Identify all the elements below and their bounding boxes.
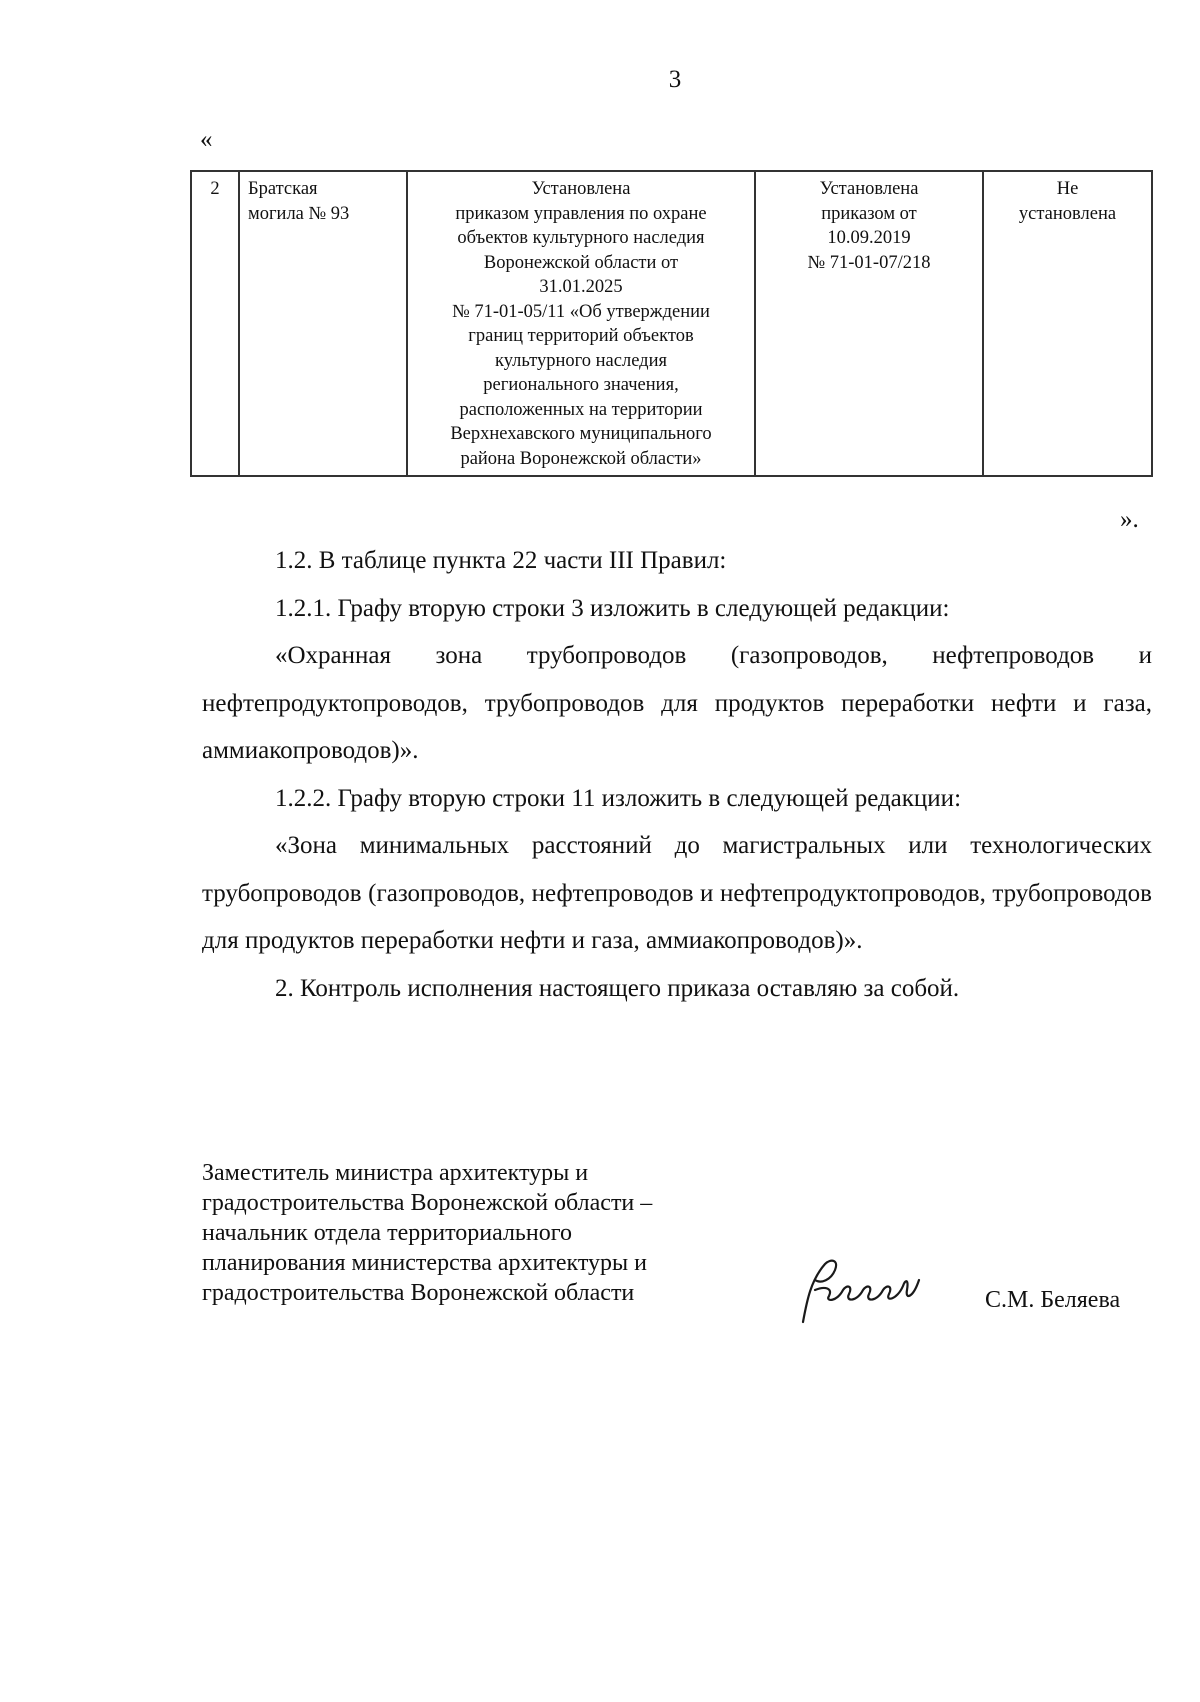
page-number: 3 <box>668 66 682 93</box>
territory-boundaries-cell: Установлена приказом управления по охране объектов культурного наследия Воронежской области от 31.01.2025 № 71-01-05/11 «Об утверждении границ территорий объектов культурного наследия регионального значения, расположенных на территории Верхнехавского муниципального района Воронежской области» <box>407 171 755 476</box>
paragraph-quote-2: «Зона минимальных расстояний до магистральных или технологических трубопроводов (газопроводов, нефтепроводов и нефтепродуктопроводов, трубопроводов для продуктов переработки нефти и газа, аммиакопроводов)». <box>202 832 1152 954</box>
protection-zones-cell: Установлена приказом от 10.09.2019 № 71-01-07/218 <box>755 171 983 476</box>
paragraph-2: 2. Контроль исполнения настоящего приказа оставляю за собой. <box>275 974 960 1002</box>
handwritten-signature <box>785 1250 945 1330</box>
amendment-table <box>190 170 1153 477</box>
table-open-quote: « <box>200 126 213 153</box>
table-row <box>191 171 1152 476</box>
signatory-position: Заместитель министра архитектуры и градостроительства Воронежской области – начальник отдела территориального планирования министерства архитектуры и градостроительства Воронежской области <box>202 1160 653 1306</box>
paragraph-1-2-1: 1.2.1. Графу вторую строки 3 изложить в следующей редакции: <box>275 594 950 622</box>
signatory-name: С.М. Беляева <box>985 1287 1121 1313</box>
paragraph-quote-1: «Охранная зона трубопроводов (газопроводов, нефтепроводов и нефтепродуктопроводов, трубопроводов для продуктов переработки нефти и газа, аммиакопроводов)». <box>202 642 1152 764</box>
paragraph-1-2-2: 1.2.2. Графу вторую строки 11 изложить в следующей редакции: <box>275 784 962 812</box>
table-close-quote: ». <box>1120 506 1139 533</box>
protective-zone-cell: Не установлена <box>983 171 1152 476</box>
object-name-cell: Братская могила № 93 <box>239 171 407 476</box>
document-body <box>202 537 1152 1012</box>
paragraph-1-2: 1.2. В таблице пункта 22 части III Правил: <box>275 547 727 574</box>
row-number-cell: 2 <box>191 171 239 476</box>
